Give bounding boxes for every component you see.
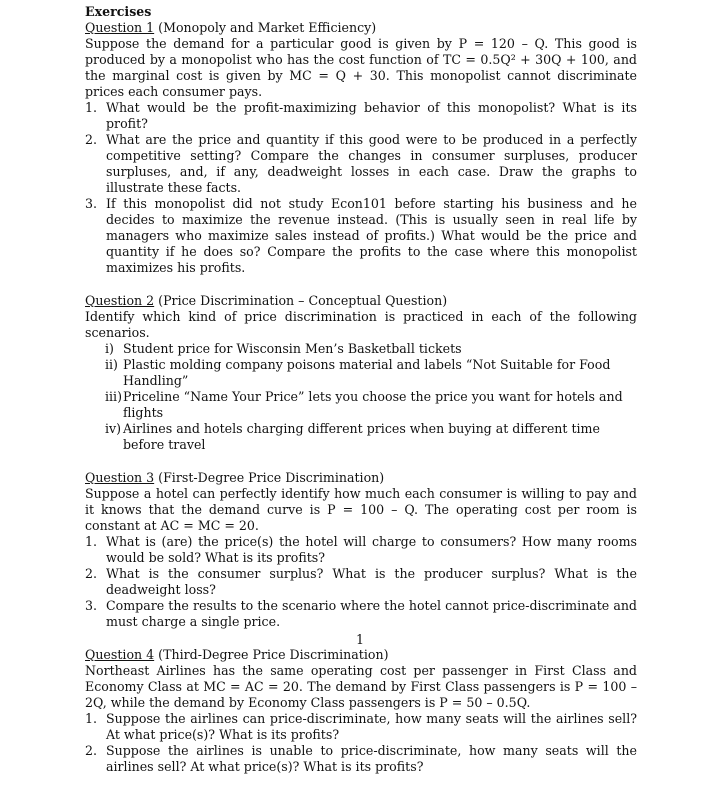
list-item	[85, 743, 637, 775]
list-marker: i)	[105, 341, 114, 356]
document-page	[85, 4, 637, 792]
list-item	[85, 421, 637, 453]
list-item	[85, 196, 637, 276]
list-marker: 1.	[85, 534, 98, 549]
list-item-text: Airlines and hotels charging different prices when buying at different time before travel	[123, 421, 600, 452]
list-item-text: What is the consumer surplus? What is the producer surplus? What is the deadweight loss?	[106, 566, 637, 597]
question-1-topic: (Monopoly and Market Efficiency)	[154, 20, 377, 35]
list-item-text: Suppose the airlines can price-discriminate, how many seats will the airlines sell? At what price(s)? What is its profits?	[106, 711, 637, 742]
list-item	[85, 389, 637, 421]
list-item	[85, 534, 637, 566]
question-3-label: Question 3	[85, 470, 155, 485]
list-marker: ii)	[105, 357, 118, 372]
question-4-intro: Northeast Airlines has the same operating cost per passenger in First Class and Economy Class at MC = AC = 20. The demand by First Class passengers is P = 100 – 2Q, while the demand by Economy Class passengers is P = 50 – 0.5Q.	[85, 663, 637, 710]
question-2-label: Question 2	[85, 293, 155, 308]
question-4-topic: (Third-Degree Price Discrimination)	[154, 647, 389, 662]
page-number: 1	[355, 632, 364, 647]
list-item-text: Student price for Wisconsin Men’s Basketball tickets	[123, 341, 462, 356]
list-marker: 1.	[85, 711, 98, 726]
list-item	[85, 100, 637, 132]
list-marker: 2.	[85, 743, 98, 758]
question-2-title	[85, 293, 637, 309]
question-1-label: Question 1	[85, 20, 155, 35]
list-item-text: Priceline “Name Your Price” lets you choose the price you want for hotels and flights	[123, 389, 623, 420]
question-1-title	[85, 20, 637, 36]
question-4-label: Question 4	[85, 647, 155, 662]
list-item	[85, 711, 637, 743]
question-3-title	[85, 470, 637, 486]
question-3-list	[85, 534, 637, 630]
list-marker: 2.	[85, 132, 98, 147]
list-marker: 3.	[85, 598, 98, 613]
question-4-section	[85, 647, 637, 775]
list-item	[85, 598, 637, 630]
list-marker: iii)	[105, 389, 122, 404]
question-2-list	[85, 341, 637, 453]
question-2-topic: (Price Discrimination – Conceptual Question)	[154, 293, 448, 308]
list-item-text: Plastic molding company poisons material and labels “Not Suitable for Food Handling”	[123, 357, 611, 388]
list-item	[85, 341, 637, 357]
page-heading: Exercises	[85, 4, 152, 19]
list-marker: 1.	[85, 100, 98, 115]
question-2-intro: Identify which kind of price discrimination is practiced in each of the following scenarios.	[85, 309, 637, 340]
list-item	[85, 566, 637, 598]
list-item-text: What is (are) the price(s) the hotel will charge to consumers? How many rooms would be sold? What is its profits?	[106, 534, 637, 565]
question-4-title	[85, 647, 637, 663]
list-item-text: What would be the profit-maximizing behavior of this monopolist? What is its profit?	[106, 100, 637, 131]
list-item	[85, 132, 637, 196]
question-3-topic: (First-Degree Price Discrimination)	[154, 470, 385, 485]
list-item-text: Compare the results to the scenario where the hotel cannot price-discriminate and must charge a single price.	[106, 598, 637, 629]
list-item-text: Suppose the airlines is unable to price-discriminate, how many seats will the airlines sell? At what price(s)? What is its profits?	[106, 743, 637, 774]
question-3-intro: Suppose a hotel can perfectly identify how much each consumer is willing to pay and it knows that the demand curve is P = 100 – Q. The operating cost per room is constant at AC = MC = 20.	[85, 486, 637, 533]
question-3-section	[85, 470, 637, 630]
list-item	[85, 357, 637, 389]
question-1-section	[85, 20, 637, 276]
question-1-list	[85, 100, 637, 276]
question-4-list	[85, 711, 637, 775]
question-1-intro: Suppose the demand for a particular good is given by P = 120 – Q. This good is produced by a monopolist who has the cost function of TC = 0.5Q² + 30Q + 100, and the marginal cost is given by MC = Q + 30. This monopolist cannot discriminate prices each consumer pays.	[85, 36, 637, 99]
list-item-text: What are the price and quantity if this good were to be produced in a perfectly competitive setting? Compare the changes in consumer surpluses, producer surpluses, and, if any, deadweight losses in each case. Draw the graphs to illustrate these facts.	[106, 132, 637, 195]
list-marker: iv)	[105, 421, 122, 436]
list-marker: 3.	[85, 196, 98, 211]
list-item-text: If this monopolist did not study Econ101 before starting his business and he decides to maximize the revenue instead. (This is usually seen in real life by managers who maximize sales instead of profits.) What would be the price and quantity if he does so? Compare the profits to the case where this monopolist maximizes his profits.	[106, 196, 637, 275]
question-2-section	[85, 293, 637, 453]
list-marker: 2.	[85, 566, 98, 581]
